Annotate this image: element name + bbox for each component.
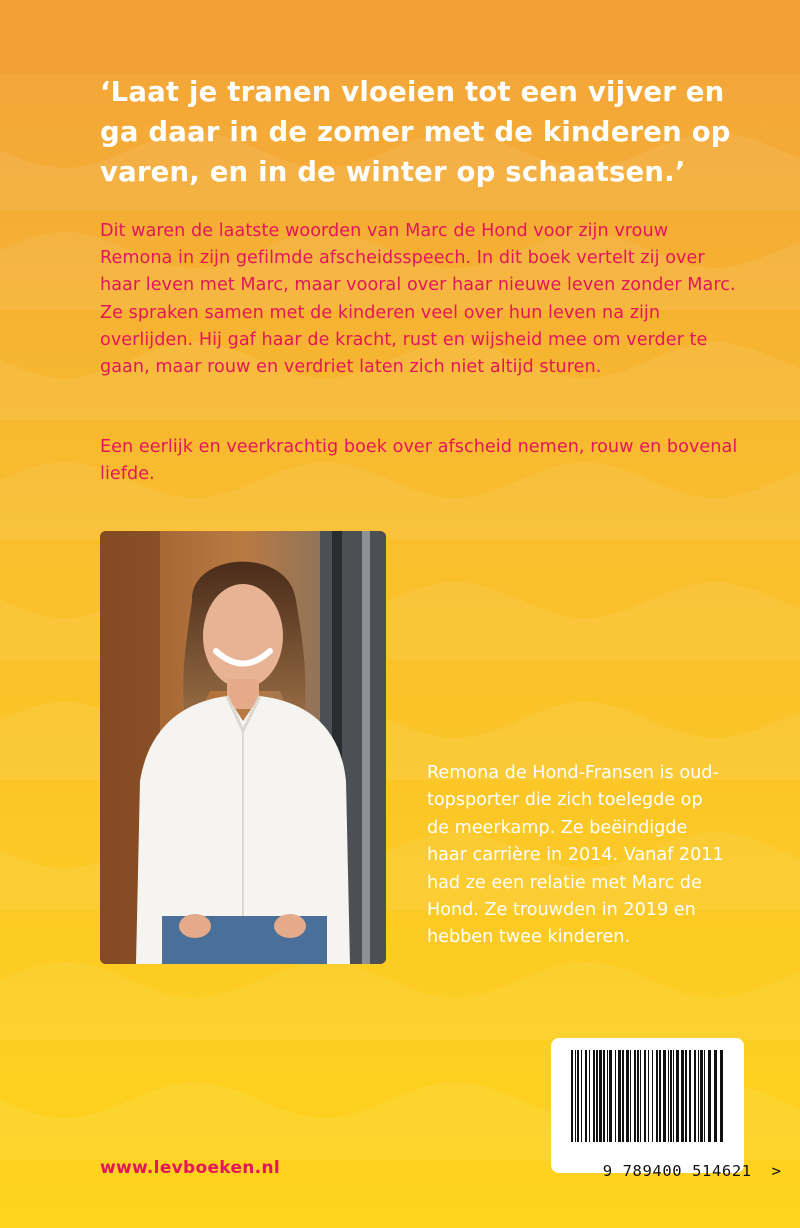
barcode-bar — [659, 1050, 661, 1142]
barcode-bar — [640, 1050, 641, 1142]
barcode-bar — [630, 1050, 631, 1142]
barcode-bar — [626, 1050, 629, 1142]
barcode-bar — [581, 1050, 582, 1142]
barcode-bar — [698, 1050, 699, 1142]
barcode-bar — [634, 1050, 636, 1142]
barcode-icon — [569, 1050, 727, 1142]
barcode-bar — [577, 1050, 579, 1142]
blurb-paragraph: Dit waren de laatste woorden van Marc de Hond voor zijn vrouw Remona in zijn gefilmde afscheidsspeech. In dit boek vertelt zij over haar leven met Marc, maar vooral over haar nieuwe leven zonder Marc. Ze spraken samen met de kinderen veel over hun leven na zijn overlijden. Hij gaf haar de kracht, rust en wijsheid mee om verder te gaan, maar rouw en verdriet laten zich niet altijd sturen. — [100, 221, 736, 378]
barcode-bar — [571, 1050, 573, 1142]
barcode-bar — [694, 1050, 696, 1142]
barcode-bar — [681, 1050, 684, 1142]
barcode-bar — [720, 1050, 723, 1142]
barcode-bar — [609, 1050, 612, 1142]
barcode-bar — [603, 1050, 605, 1142]
barcode-bar — [622, 1050, 624, 1142]
blurb-tagline: Een eerlijk en veerkrachtig boek over afscheid nemen, rouw en bovenal liefde. — [100, 437, 738, 485]
barcode-bar — [685, 1050, 687, 1142]
author-photo — [100, 531, 386, 964]
publisher-website: www.levboeken.nl — [100, 1158, 280, 1178]
barcode-bar — [618, 1050, 621, 1142]
barcode-bar — [599, 1050, 602, 1142]
barcode-bar — [593, 1050, 595, 1142]
author-biography: Remona de Hond-Fransen is oud-topsporter die zich toelegde op de meerkamp. Ze beëindigde haar carrière in 2014. Vanaf 2011 had ze een relatie met Marc de Hond. Ze trouwden in 2019 en hebben twee kinderen. — [427, 763, 724, 948]
barcode-bar — [714, 1050, 717, 1142]
barcode-bar — [644, 1050, 646, 1142]
barcode-bar — [615, 1050, 616, 1142]
barcode-bar — [575, 1050, 576, 1142]
barcode-bar — [704, 1050, 705, 1142]
barcode-bar — [656, 1050, 658, 1142]
barcode-bar — [648, 1050, 649, 1142]
barcode-bar — [589, 1050, 590, 1142]
barcode-bar — [708, 1050, 711, 1142]
barcode-bar — [676, 1050, 679, 1142]
barcode-bar — [637, 1050, 639, 1142]
barcode-bar — [689, 1050, 691, 1142]
barcode-bar — [652, 1050, 653, 1142]
barcode-bar — [663, 1050, 666, 1142]
isbn-arrow: > — [771, 1162, 782, 1180]
barcode-bar — [700, 1050, 703, 1142]
barcode-bar — [585, 1050, 587, 1142]
barcode-bar — [596, 1050, 598, 1142]
barcode-bar — [607, 1050, 608, 1142]
barcode-bar — [673, 1050, 674, 1142]
isbn-number: 9 789400 514621 — [602, 1162, 752, 1180]
back-cover-quote: ‘Laat je tranen vloeien tot een vijver en ga daar in de zomer met de kinderen op varen, en in de winter op schaatsen.’ — [100, 76, 731, 188]
barcode-bar — [670, 1050, 672, 1142]
isbn-barcode — [551, 1038, 782, 1180]
barcode-bar — [668, 1050, 669, 1142]
